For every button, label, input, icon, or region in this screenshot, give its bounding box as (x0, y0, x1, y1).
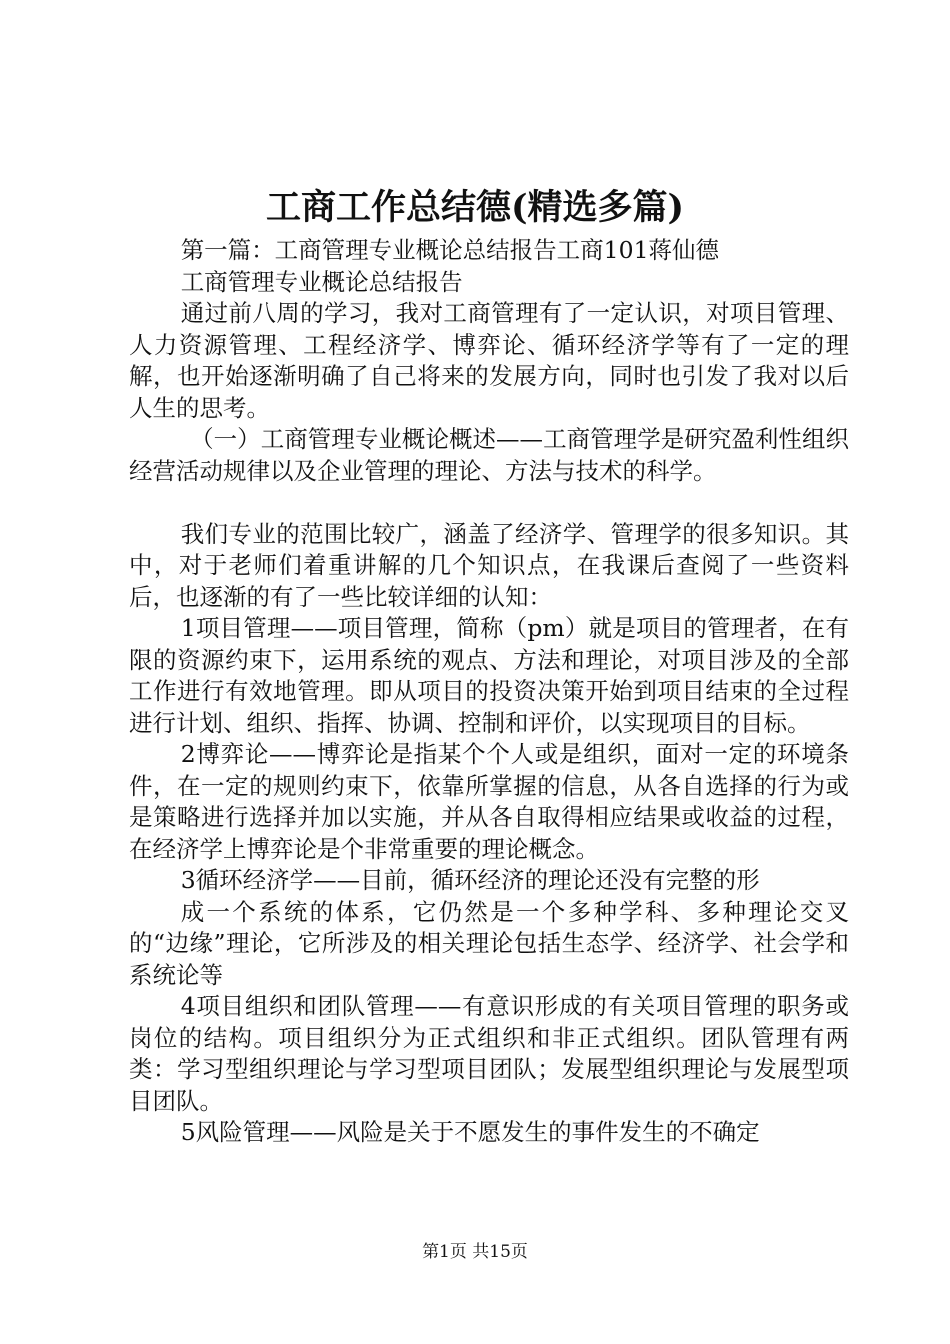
paragraph-overview: （一）工商管理专业概论概述——工商管理学是研究盈利性组织经营活动规律以及企业管理的理论、方法与技术的科学。 (129, 425, 849, 485)
paragraph-item-3: 3循环经济学——目前，循环经济的理论还没有完整的形 (180, 866, 760, 894)
document-body (129, 235, 849, 1149)
paragraph-item-5: 5风险管理——风险是关于不愿发生的事件发生的不确定 (180, 1118, 760, 1146)
paragraph-scope: 我们专业的范围比较广，涵盖了经济学、管理学的很多知识。其中，对于老师们着重讲解的几个知识点，在我课后查阅了一些资料后，也逐渐的有了一些比较详细的认知： (129, 519, 849, 611)
paragraph-item-2: 2博弈论——博弈论是指某个个人或是组织，面对一定的环境条件，在一定的规则约束下，依靠所掌握的信息，从各自选择的行为或是策略进行选择并加以实施，并从各自取得相应结果或收益的过程，在经济学上博弈论是个非常重要的理论概念。 (129, 740, 849, 863)
page-number-footer: 第1页 共15页 (422, 1242, 528, 1262)
paragraph-item-3-continued: 成一个系统的体系，它仍然是一个多种学科、多种理论交叉的“边缘”理论，它所涉及的相关理论包括生态学、经济学、社会学和系统论等 (129, 897, 849, 989)
paragraph-section-heading: 第一篇：工商管理专业概论总结报告工商101蒋仙德 (180, 236, 720, 264)
paragraph-intro: 通过前八周的学习，我对工商管理有了一定认识，对项目管理、人力资源管理、工程经济学、博弈论、循环经济学等有了一定的理解，也开始逐渐明确了自己将来的发展方向，同时也引发了我对以后人生的思考。 (129, 299, 849, 422)
paragraph-item-4: 4项目组织和团队管理——有意识形成的有关项目管理的职务或岗位的结构。项目组织分为正式组织和非正式组织。团队管理有两类：学习型组织理论与学习型项目团队；发展型组织理论与发展型项目团队。 (129, 992, 849, 1115)
paragraph-item-1: 1项目管理——项目管理，简称（pm）就是项目的管理者，在有限的资源约束下，运用系统的观点、方法和理论，对项目涉及的全部工作进行有效地管理。即从项目的投资决策开始到项目结束的全过程进行计划、组织、指挥、协调、控制和评价，以实现项目的目标。 (129, 614, 849, 737)
document-title: 工商工作总结德(精选多篇) (265, 187, 685, 228)
paragraph-report-title: 工商管理专业概论总结报告 (180, 267, 463, 296)
